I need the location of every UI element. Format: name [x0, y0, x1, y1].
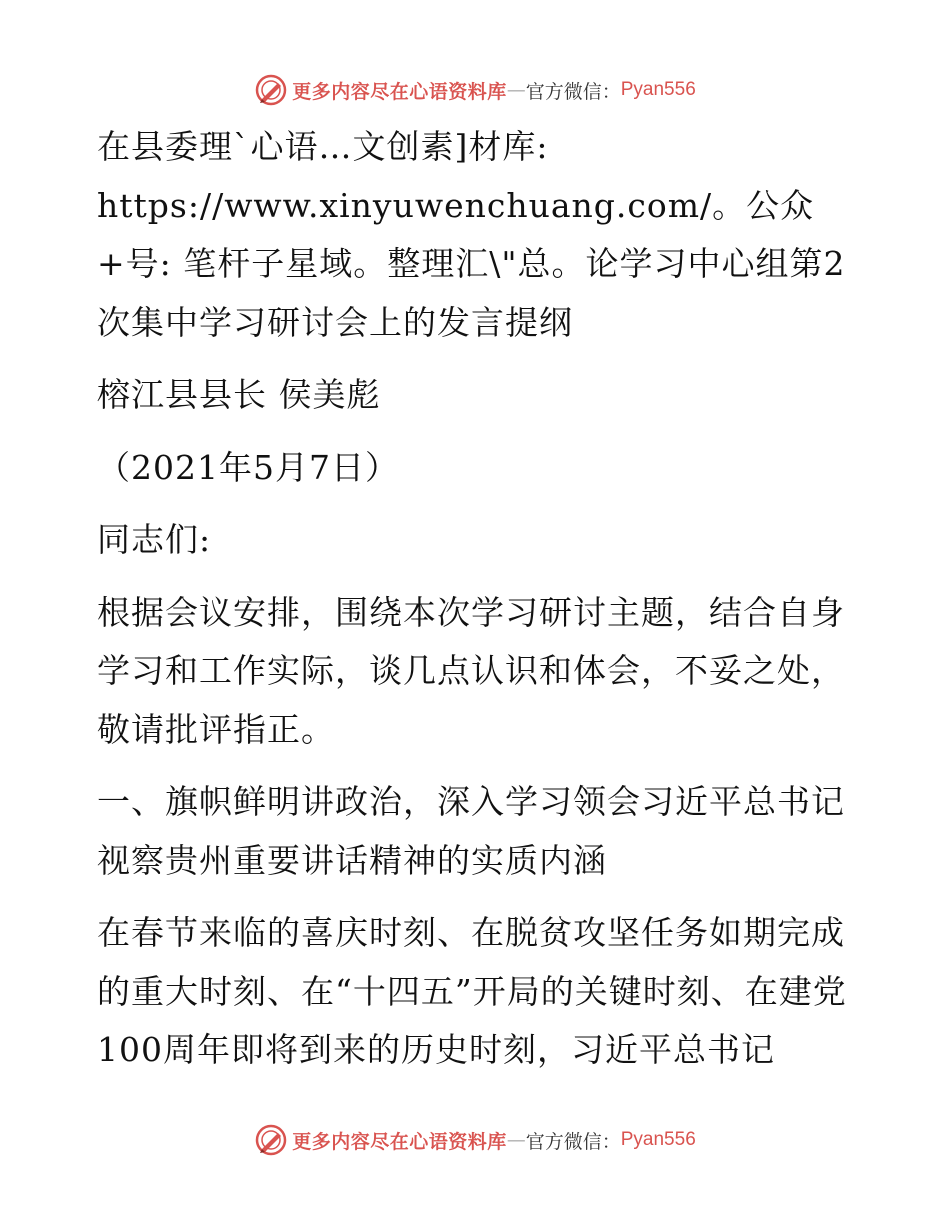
pen-logo-icon — [254, 1123, 288, 1157]
banner-title: 更多内容尽在心语资料库 — [292, 1130, 507, 1153]
banner-wechat-label: 官方微信： — [525, 1130, 621, 1153]
date-line: （2021年5月7日） — [97, 447, 399, 487]
author-line: 榕江县县长 侯美彪 — [97, 375, 381, 414]
intro-paragraph: 在县委理`心语…文创素]材库: https://www.xinyuwenchuang.com/。公众+号: 笔杆子星域。整理汇\"总。论学习中心组第2次集中学习研讨会上的发言提纲 — [97, 127, 846, 342]
section-heading-1: 一、旗帜鲜明讲政治，深入学习领会习近平总书记视察贵州重要讲话精神的实质内涵 — [97, 782, 845, 880]
banner-title: 更多内容尽在心语资料库 — [292, 80, 507, 103]
document-body — [97, 118, 862, 1080]
paragraph-2: 在春节来临的喜庆时刻、在脱贫攻坚任务如期完成的重大时刻、在“十四五”开局的关键时刻、在建党100周年即将到来的历史时刻，习近平总书记 — [97, 913, 847, 1069]
banner-wechat-id: Pyan556 — [620, 79, 696, 100]
footer-banner — [0, 1120, 950, 1160]
banner-dash: — — [506, 79, 526, 101]
banner-dash: — — [506, 1129, 526, 1151]
salutation: 同志们: — [97, 520, 212, 559]
pen-logo-icon — [254, 73, 288, 107]
banner-wechat-label: 官方微信： — [525, 80, 621, 103]
banner-wechat-id: Pyan556 — [620, 1129, 696, 1150]
header-banner — [0, 70, 950, 110]
paragraph-1: 根据会议安排，围绕本次学习研讨主题，结合自身学习和工作实际，谈几点认识和体会，不妥之处，敬请批评指正。 — [97, 592, 845, 749]
